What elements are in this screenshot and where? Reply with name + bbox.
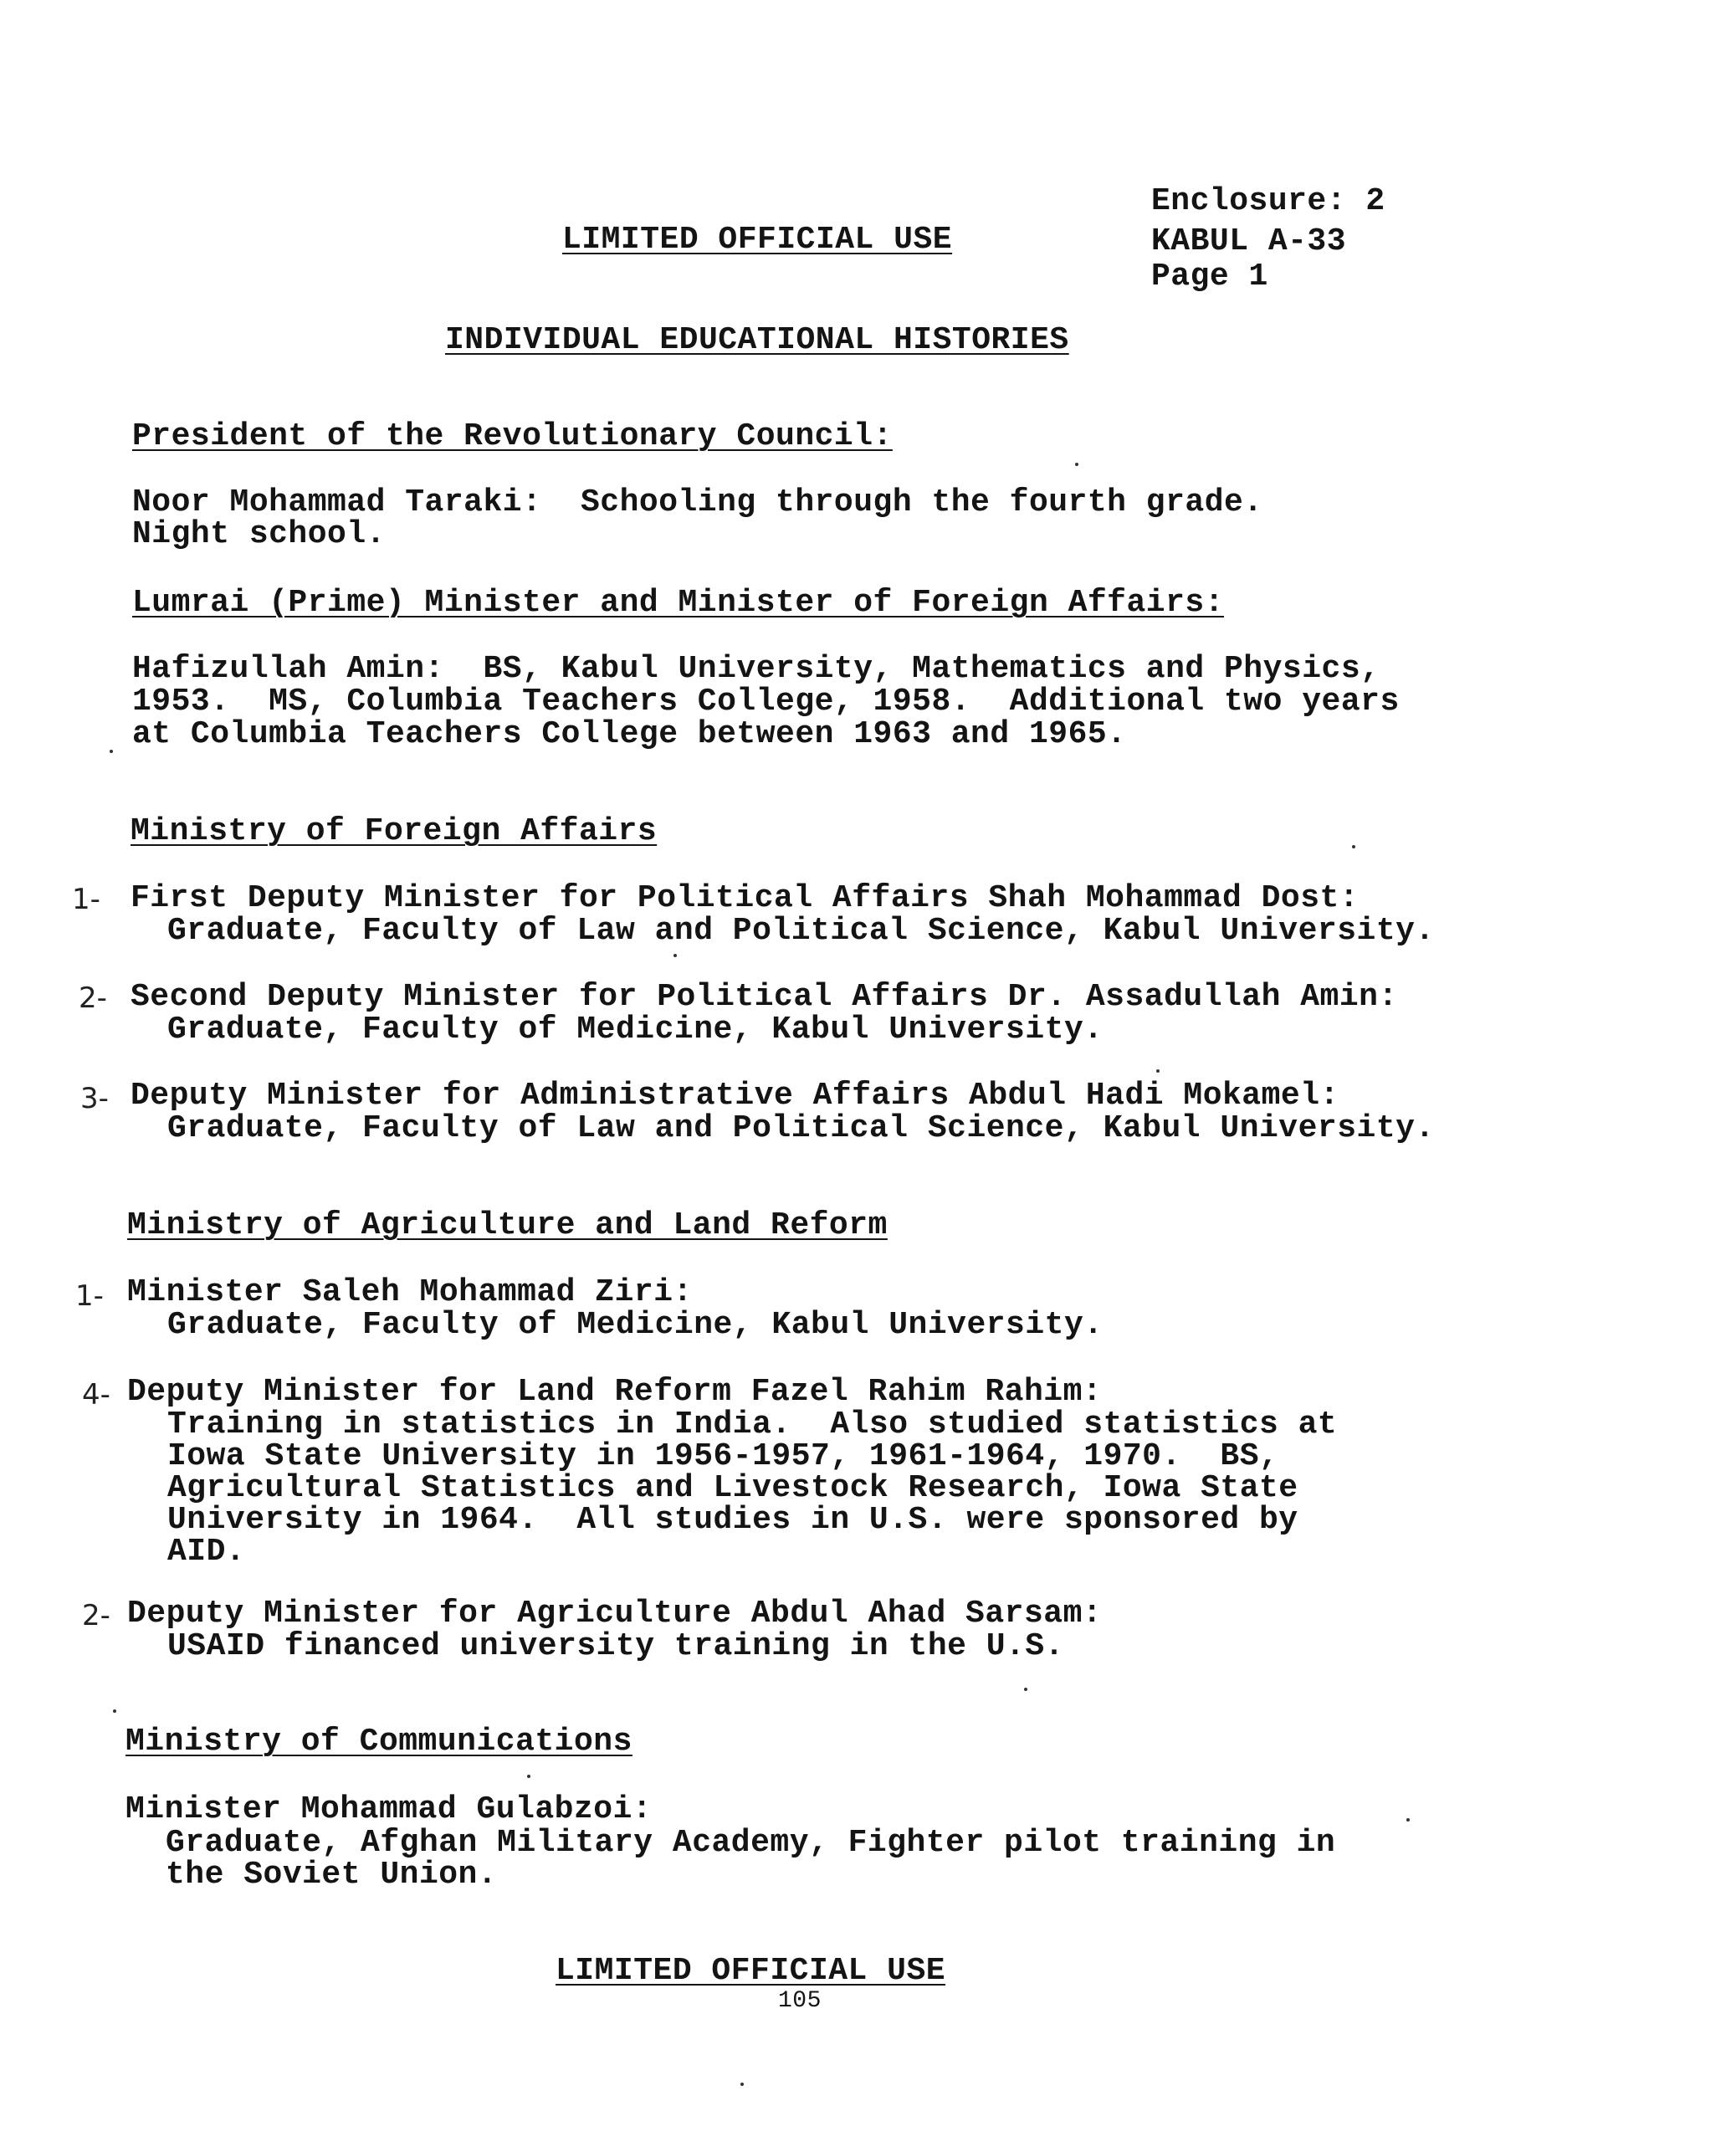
page-label: Page 1 [1151,259,1268,295]
margin-mark: 4- [82,1378,110,1412]
scan-speck [527,1775,530,1778]
entry-line: Agricultural Statistics and Livestock Research, Iowa State [167,1470,1298,1506]
entry-line: Night school. [132,516,386,552]
entry-line: Graduate, Faculty of Medicine, Kabul University. [167,1012,1104,1048]
margin-mark: 2- [82,1599,110,1632]
entry-line: University in 1964. All studies in U.S. were sponsored by [167,1502,1298,1538]
margin-mark: 1- [72,883,100,916]
page-number: 105 [778,1988,822,2014]
scan-speck [110,750,113,753]
entry-line: Graduate, Faculty of Law and Political Science, Kabul University. [167,1110,1435,1146]
entry-line: 1953. MS, Columbia Teachers College, 1958. Additional two years [132,684,1400,720]
entry-line: Minister Mohammad Gulabzoi: [125,1791,653,1827]
document-title: INDIVIDUAL EDUCATIONAL HISTORIES [445,322,1069,358]
entry-line: Minister Saleh Mohammad Ziri: [127,1274,693,1310]
margin-mark: 2- [79,981,107,1015]
section-heading: President of the Revolutionary Council: [132,418,893,454]
entry-line: Second Deputy Minister for Political Affairs Dr. Assadullah Amin: [131,979,1398,1015]
scan-speck [740,2083,744,2086]
scan-speck [1075,463,1078,466]
enclosure-label: Enclosure: 2 [1151,183,1385,219]
entry-line: Hafizullah Amin: BS, Kabul University, Mathematics and Physics, [132,651,1380,687]
scan-speck [1352,845,1355,848]
entry-line: Noor Mohammad Taraki: Schooling through the fourth grade. [132,484,1263,520]
scan-speck [113,1709,116,1713]
entry-line: Graduate, Faculty of Medicine, Kabul University. [167,1307,1104,1343]
entry-line: at Columbia Teachers College between 1963 and 1965. [132,716,1127,752]
margin-mark: 3- [80,1082,109,1115]
entry-line: Deputy Minister for Agriculture Abdul Ahad Sarsam: [127,1596,1103,1632]
scan-speck [1406,1818,1410,1822]
section-heading: Lumrai (Prime) Minister and Minister of Foreign Affairs: [132,585,1225,621]
entry-line: Graduate, Afghan Military Academy, Fighter pilot training in [166,1825,1336,1861]
section-heading: Ministry of Agriculture and Land Reform [127,1207,888,1243]
entry-line: the Soviet Union. [166,1857,498,1893]
entry-line: First Deputy Minister for Political Affairs Shah Mohammad Dost: [131,880,1360,916]
entry-line: Deputy Minister for Administrative Affairs Abdul Hadi Mokamel: [131,1078,1339,1114]
airgram-reference: KABUL A-33 [1151,223,1347,259]
entry-line: AID. [167,1534,246,1570]
scan-speck [1156,1069,1160,1073]
section-heading: Ministry of Foreign Affairs [131,813,658,849]
classification-bottom: LIMITED OFFICIAL USE [556,1953,946,1989]
section-heading: Ministry of Communications [125,1724,632,1760]
entry-line: Graduate, Faculty of Law and Political Science, Kabul University. [167,913,1435,949]
scan-speck [1024,1688,1027,1691]
classification-top: LIMITED OFFICIAL USE [562,222,953,258]
entry-line: Training in statistics in India. Also studied statistics at [167,1407,1338,1443]
margin-mark: 1- [75,1279,104,1313]
entry-line: USAID financed university training in the U.S. [167,1628,1064,1664]
entry-line: Iowa State University in 1956-1957, 1961-1964, 1970. BS, [167,1438,1279,1474]
scan-speck [673,954,677,957]
entry-line: Deputy Minister for Land Reform Fazel Rahim Rahim: [127,1374,1103,1410]
